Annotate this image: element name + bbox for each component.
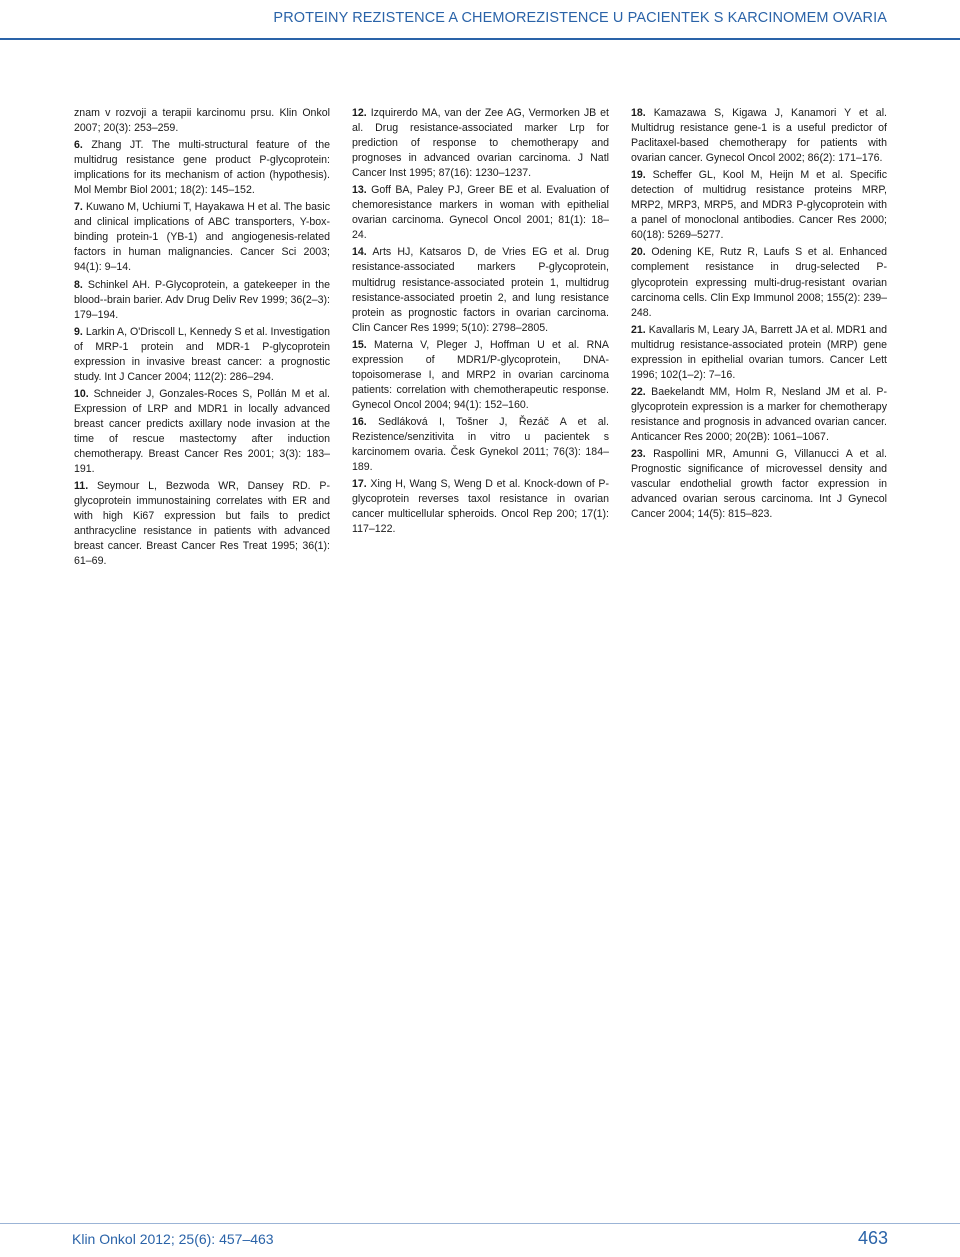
reference-entry	[74, 200, 330, 275]
reference-number: 22.	[631, 385, 646, 398]
reference-entry	[631, 323, 887, 383]
reference-number: 19.	[631, 169, 646, 182]
reference-text: Raspollini MR, Amunni G, Villanucci A et al. Prognostic significance of microvessel density and vascular endothelial growth factor expression in advanced ovarian serous carcinoma. Int J Gynecol Cancer 2004; 14(5): 815–823.	[631, 448, 887, 521]
reference-text: Schinkel AH. P-Glycoprotein, a gatekeeper in the blood--brain barier. Adv Drug Deliv Rev 1999; 36(2–3): 179–194.	[74, 278, 330, 321]
reference-number: 18.	[631, 107, 646, 119]
reference-entry	[74, 387, 330, 477]
reference-number: 11.	[74, 480, 89, 493]
references-column-2	[352, 106, 609, 539]
reference-number: 14.	[352, 246, 367, 259]
header-divider	[0, 38, 960, 40]
reference-number: 13.	[352, 184, 367, 197]
reference-number: 12.	[352, 107, 367, 119]
reference-entry	[631, 106, 887, 166]
journal-citation: Klin Onkol 2012; 25(6): 457–463	[72, 1231, 274, 1247]
reference-number: 15.	[352, 338, 367, 351]
reference-entry	[74, 479, 330, 569]
reference-number: 8.	[74, 278, 83, 291]
footer-divider	[0, 1223, 960, 1224]
reference-entry	[631, 168, 887, 243]
reference-entry	[352, 183, 609, 243]
reference-number: 21.	[631, 323, 646, 336]
reference-text: Zhang JT. The multi-structural feature of the multidrug resistance gene product P-glycoprotein: implications for its mechanism of action (hypothesis). Mol Membr Biol 2001; 18(2): 145–152.	[74, 139, 330, 197]
reference-text: Schneider J, Gonzales-Roces S, Pollán M et al. Expression of LRP and MDR1 in locally advanced breast cancer predicts axillary node invasion at the time of rescue mastectomy after induction chemotherapy. Breast Cancer Res 2001; 3(3): 183–191.	[74, 387, 330, 476]
reference-text: Materna V, Pleger J, Hoffman U et al. RNA expression of MDR1/P-glycoprotein, DNA-topoisomerase I, and MRP2 in ovarian carcinoma patients: correlation with chemotherapeutic response. Gynecol Oncol 2004; 94(1): 152–160.	[352, 338, 609, 411]
reference-number: 9.	[74, 325, 83, 338]
reference-entry	[352, 106, 609, 181]
reference-number: 20.	[631, 246, 646, 259]
reference-text: Arts HJ, Katsaros D, de Vries EG et al. Drug resistance-associated markers P-glycoprotein, multidrug resistance-associated protein 1, multidrug resistance-associated proetin 2, and lung resistance protein as prognostic factors in ovarian carcinoma. Clin Cancer Res 1999; 5(10): 2798–2805.	[352, 246, 609, 334]
reference-number: 10.	[74, 387, 89, 400]
reference-text: Kuwano M, Uchiumi T, Hayakawa H et al. The basic and clinical implications of ABC transporters, Y-box-binding protein-1 (YB-1) and angiogenesis-related factors in human malignancies. Cancer Sci 2003; 94(1): 9–14.	[74, 201, 330, 274]
reference-entry	[352, 415, 609, 475]
reference-entry	[352, 245, 609, 335]
reference-text: znam v rozvoji a terapii karcinomu prsu. Klin Onkol 2007; 20(3): 253–259.	[74, 107, 330, 135]
reference-text: Xing H, Wang S, Weng D et al. Knock-down of P-glycoprotein reverses taxol resistance in ovarian cancer multicellular spheroids. Oncol Rep 200; 17(1): 117–122.	[352, 478, 609, 536]
reference-entry	[352, 338, 609, 413]
reference-text: Izquirerdo MA, van der Zee AG, Vermorken JB et al. Drug resistance-associated marker Lrp for prediction of response to chemotherapy and prognoses in advanced ovarian carcinoma. J Natl Cancer Inst 1995; 87(16): 1230–1237.	[352, 107, 609, 180]
reference-entry	[631, 245, 887, 320]
reference-number: 6.	[74, 139, 83, 152]
reference-text: Kamazawa S, Kigawa J, Kanamori Y et al. Multidrug resistance gene-1 is a useful predictor of Paclitaxel-based chemotherapy for patients with ovarian cancer. Gynecol Oncol 2002; 86(2): 171–176.	[631, 107, 887, 165]
reference-text: Larkin A, O'Driscoll L, Kennedy S et al. Investigation of MRP-1 protein and MDR-1 P-glycoprotein expression in invasive breast cancer: a prognostic study. Int J Cancer 2004; 112(2): 286–294.	[74, 325, 330, 383]
page-number: 463	[857, 1228, 888, 1248]
reference-entry	[352, 477, 609, 537]
reference-number: 17.	[352, 478, 367, 491]
reference-entry	[74, 106, 330, 136]
reference-text: Goff BA, Paley PJ, Greer BE et al. Evaluation of chemoresistance markers in woman with epithelial ovarian carcinoma. Gynecol Oncol 2001; 81(1): 18–24.	[352, 184, 609, 242]
reference-number: 7.	[74, 201, 83, 214]
running-title: PROTEINY REZISTENCE A CHEMOREZISTENCE U PACIENTEK S KARCINOMEM OVARIA	[273, 10, 887, 26]
reference-text: Sedláková I, Tošner J, Řezáč A et al. Rezistence/senzitivita in vitro u pacientek s karcinomem ovaria. Česk Gynekol 2011; 76(3): 184–189.	[352, 415, 609, 474]
reference-entry	[631, 447, 887, 522]
reference-text: Scheffer GL, Kool M, Heijn M et al. Specific detection of multidrug resistance proteins MRP, MRP2, MRP3, MRP5, and MDR3 P-glycoprotein with a panel of monoclonal antibodies. Cancer Res 2000; 60(18): 5269–5277.	[631, 169, 887, 242]
reference-text: Baekelandt MM, Holm R, Nesland JM et al. P-glycoprotein expression is a marker for chemotherapy resistance and prognosis in advanced ovarian cancer. Anticancer Res 2000; 20(2B): 1061–1067.	[631, 385, 887, 443]
reference-text: Kavallaris M, Leary JA, Barrett JA et al. MDR1 and multidrug resistance-associated protein (MRP) gene expression in epithelial ovarian tumors. Cancer Lett 1996; 102(1–2): 7–16.	[631, 323, 887, 381]
reference-text: Seymour L, Bezwoda WR, Dansey RD. P-glycoprotein immunostaining correlates with ER and with high Ki67 expression but fails to predict anthracycline resistance in patients with advanced breast cancer. Breast Cancer Res Treat 1995; 36(1): 61–69.	[74, 480, 330, 568]
reference-number: 23.	[631, 448, 646, 461]
reference-entry	[74, 325, 330, 385]
reference-text: Odening KE, Rutz R, Laufs S et al. Enhanced complement resistance in drug-selected P-glycoprotein expressing multi-drug-resistant ovarian carcinoma cells. Clin Exp Immunol 2008; 155(2): 239–248.	[631, 246, 887, 319]
references-column-1	[74, 106, 330, 571]
reference-entry	[631, 385, 887, 445]
reference-entry	[74, 138, 330, 198]
reference-number: 16.	[352, 415, 367, 428]
references-column-3	[631, 106, 887, 524]
reference-entry	[74, 278, 330, 323]
